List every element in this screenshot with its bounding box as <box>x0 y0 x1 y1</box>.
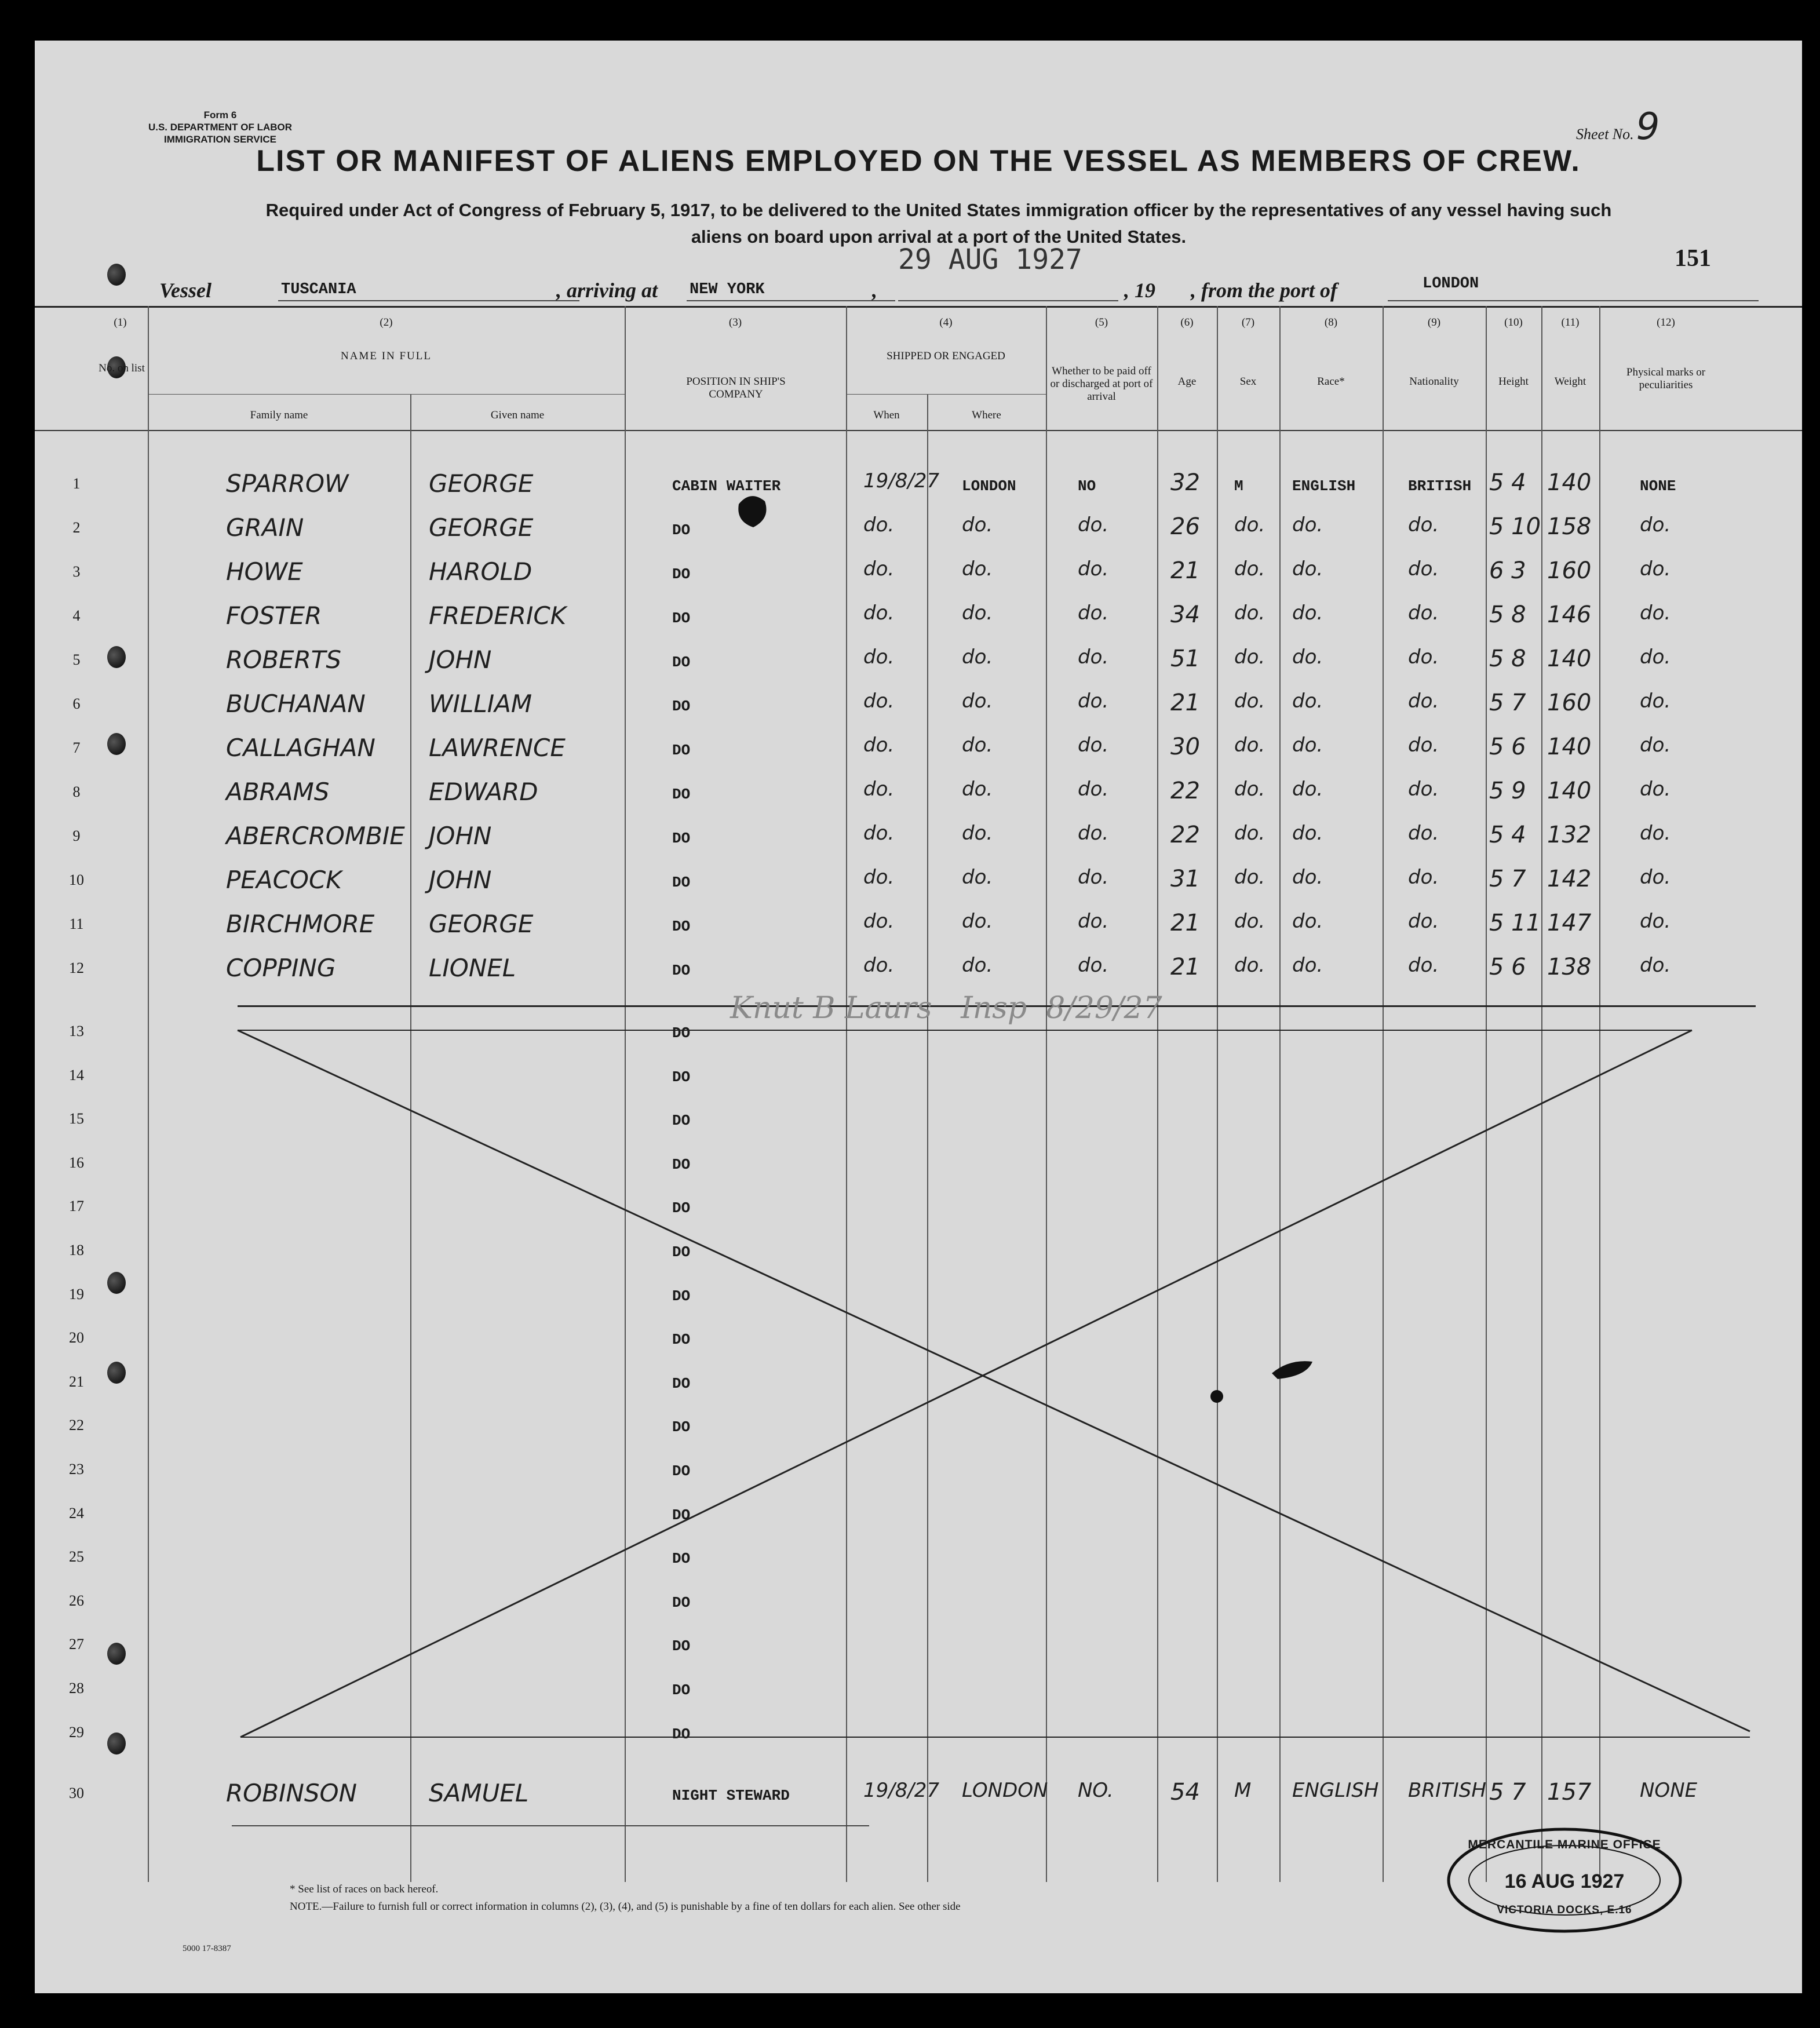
col-head-position: POSITION IN SHIP'S COMPANY <box>686 375 786 400</box>
subtitle-line-1: Required under Act of Congress of February 5, 1917, to be delivered to the United States immigration officer by the representatives of any vessel having such <box>265 200 1612 220</box>
cell-family: FOSTER <box>226 601 322 630</box>
cell-weight: 140 <box>1547 469 1592 496</box>
cell-when: do. <box>863 645 895 669</box>
mercantile-marine-office-stamp <box>1443 1825 1686 1935</box>
cell-position: DO <box>672 1068 691 1086</box>
row-number: 27 <box>69 1636 84 1653</box>
arriving-port: NEW YORK <box>690 281 765 298</box>
cell-position: DO <box>672 566 691 583</box>
col-head-when: When <box>873 409 900 421</box>
row-number: 30 <box>69 1785 84 1801</box>
cell-when: do. <box>863 734 895 757</box>
cell-marks: do. <box>1640 734 1671 757</box>
cell-marks: do. <box>1640 645 1671 669</box>
cell-family: PEACOCK <box>226 866 342 894</box>
cell-race: ENGLISH <box>1292 1779 1379 1802</box>
cell-given: FREDERICK <box>429 601 567 630</box>
col-num-10: (10) <box>1504 316 1523 329</box>
cell-race: ENGLISH <box>1292 477 1356 495</box>
cell-nat: do. <box>1408 557 1439 581</box>
stamp-date: 16 AUG 1927 <box>1504 1870 1625 1892</box>
year-label: , 19 <box>1124 279 1155 302</box>
cell-height: 6 3 <box>1489 557 1526 584</box>
cell-family: ABERCROMBIE <box>226 822 405 850</box>
cell-height: 5 7 <box>1489 1779 1526 1805</box>
row-number: 9 <box>72 827 81 844</box>
cell-height: 5 8 <box>1489 601 1526 628</box>
cell-position: DO <box>672 1331 691 1349</box>
cell-position: DO <box>672 1682 691 1699</box>
row-number: 1 <box>72 475 81 492</box>
cell-position: DO <box>672 786 691 803</box>
manifest-sheet <box>35 41 1802 1993</box>
cell-when: do. <box>863 557 895 581</box>
row-number: 16 <box>69 1154 84 1171</box>
col-num-12: (12) <box>1657 316 1675 329</box>
cell-age: 21 <box>1170 954 1200 980</box>
col-num-11: (11) <box>1561 316 1580 329</box>
cell-height: 5 10 <box>1489 513 1541 540</box>
cell-weight: 147 <box>1547 910 1592 936</box>
cell-position: DO <box>672 1550 691 1568</box>
row-number: 5 <box>72 651 81 668</box>
col-num-7: (7) <box>1241 316 1255 329</box>
cell-family: ROBERTS <box>226 645 342 674</box>
cell-age: 21 <box>1170 910 1200 936</box>
col-head-height: Height <box>1498 375 1529 388</box>
cell-sex: do. <box>1234 778 1265 801</box>
cell-position: DO <box>672 1462 691 1480</box>
page-number: 151 <box>1675 245 1711 272</box>
cell-family: SPARROW <box>226 469 349 498</box>
row-number: 26 <box>69 1592 84 1609</box>
page-title: LIST OR MANIFEST OF ALIENS EMPLOYED ON THE VESSEL AS MEMBERS OF CREW. <box>256 144 1581 178</box>
cell-given: JOHN <box>429 822 492 850</box>
cell-nat: do. <box>1408 954 1439 977</box>
cell-marks: do. <box>1640 557 1671 581</box>
cell-position: DO <box>672 1024 691 1042</box>
cell-nat: do. <box>1408 690 1439 713</box>
col-num-8: (8) <box>1324 316 1338 329</box>
cell-marks: do. <box>1640 690 1671 713</box>
cell-when: do. <box>863 866 895 889</box>
cell-paid: NO <box>1078 477 1096 495</box>
cell-position: DO <box>672 918 691 935</box>
cell-age: 54 <box>1170 1779 1200 1805</box>
cell-weight: 157 <box>1547 1779 1592 1805</box>
cell-weight: 142 <box>1547 866 1592 892</box>
row-number: 23 <box>69 1461 84 1478</box>
cell-given: GEORGE <box>429 513 534 542</box>
cell-sex: do. <box>1234 690 1265 713</box>
cell-family: GRAIN <box>226 513 304 542</box>
cell-position: DO <box>672 1418 691 1436</box>
cell-family: ABRAMS <box>226 778 330 806</box>
cell-race: do. <box>1292 645 1323 669</box>
footnote-races: * See list of races on back hereof. <box>290 1883 439 1895</box>
cell-given: LIONEL <box>429 954 516 982</box>
col-head-paid-off: Whether to be paid off or discharged at port of arrival <box>1050 365 1153 403</box>
cell-paid: do. <box>1078 513 1109 537</box>
cell-position: DO <box>672 1287 691 1305</box>
cell-family: COPPING <box>226 954 336 982</box>
cell-nat: BRITISH <box>1408 1779 1486 1802</box>
row-number: 15 <box>69 1110 84 1128</box>
row-number: 14 <box>69 1066 84 1084</box>
cell-marks: do. <box>1640 601 1671 625</box>
col-head-nationality: Nationality <box>1409 375 1459 388</box>
print-code: 5000 17-8387 <box>183 1944 231 1953</box>
row-number: 13 <box>69 1023 84 1039</box>
cell-where: do. <box>962 513 993 537</box>
footnote-penalty: NOTE.—Failure to furnish full or correct information in columns (2), (3), (4), and (5) is punishable by a fine of ten dollars for each alien. See other side <box>290 1901 961 1913</box>
cell-where: do. <box>962 822 993 845</box>
cell-given: GEORGE <box>429 469 534 498</box>
cell-marks: do. <box>1640 954 1671 977</box>
col-head-name: NAME IN FULL <box>341 350 432 362</box>
cell-sex: do. <box>1234 645 1265 669</box>
cell-position: DO <box>672 1112 691 1130</box>
cell-sex: do. <box>1234 734 1265 757</box>
cell-height: 5 4 <box>1489 822 1526 848</box>
row-number: 24 <box>69 1504 84 1522</box>
cell-position: DO <box>672 1374 691 1392</box>
cell-where: do. <box>962 910 993 933</box>
cell-when: do. <box>863 513 895 537</box>
cell-nat: do. <box>1408 513 1439 537</box>
cell-when: do. <box>863 601 895 625</box>
cell-family: ROBINSON <box>226 1779 357 1807</box>
col-head-race: Race* <box>1317 375 1345 388</box>
cell-sex: M <box>1234 477 1243 495</box>
cell-family: HOWE <box>226 557 303 586</box>
cell-sex: do. <box>1234 513 1265 537</box>
cell-marks: do. <box>1640 822 1671 845</box>
cell-race: do. <box>1292 513 1323 537</box>
col-num-1: (1) <box>114 316 127 329</box>
cell-height: 5 8 <box>1489 645 1526 672</box>
cell-marks: do. <box>1640 513 1671 537</box>
row-number: 3 <box>72 563 81 580</box>
cell-height: 5 11 <box>1489 910 1541 936</box>
col-head-weight: Weight <box>1554 375 1586 388</box>
cell-given: GEORGE <box>429 910 534 938</box>
cell-sex: do. <box>1234 822 1265 845</box>
cell-position: DO <box>672 830 691 847</box>
cell-where: do. <box>962 954 993 977</box>
cell-when: do. <box>863 690 895 713</box>
cell-sex: do. <box>1234 954 1265 977</box>
cell-family: BUCHANAN <box>226 690 366 718</box>
service-name: IMMIGRATION SERVICE <box>164 134 276 145</box>
cell-weight: 160 <box>1547 557 1592 584</box>
sheet-number-value: 9 <box>1636 105 1660 148</box>
cell-paid: do. <box>1078 866 1109 889</box>
col-num-4: (4) <box>939 316 953 329</box>
row-number: 19 <box>69 1285 84 1303</box>
col-head-given: Given name <box>490 409 545 421</box>
vessel-label: Vessel <box>159 279 211 302</box>
cell-age: 21 <box>1170 690 1200 716</box>
col-num-6: (6) <box>1180 316 1194 329</box>
row-number: 28 <box>69 1680 84 1697</box>
cell-height: 5 6 <box>1489 954 1526 980</box>
cell-position: DO <box>672 1725 691 1743</box>
cell-position: DO <box>672 1593 691 1611</box>
cell-sex: do. <box>1234 557 1265 581</box>
cell-weight: 138 <box>1547 954 1592 980</box>
cell-position: DO <box>672 874 691 891</box>
cell-height: 5 7 <box>1489 866 1526 892</box>
col-num-2: (2) <box>380 316 393 329</box>
cell-race: do. <box>1292 954 1323 977</box>
form-number: Form 6 <box>203 110 237 121</box>
cell-nat: do. <box>1408 866 1439 889</box>
cell-paid: do. <box>1078 822 1109 845</box>
stamp-location: VICTORIA DOCKS, E.16 <box>1497 1904 1632 1916</box>
cell-race: do. <box>1292 866 1323 889</box>
department-name: U.S. DEPARTMENT OF LABOR <box>148 122 293 133</box>
cell-given: SAMUEL <box>429 1779 529 1807</box>
cell-nat: do. <box>1408 734 1439 757</box>
cell-position: NIGHT STEWARD <box>672 1787 790 1804</box>
col-head-marks: Physical marks or peculiarities <box>1626 366 1706 391</box>
cell-position: DO <box>672 521 691 539</box>
cell-when: do. <box>863 910 895 933</box>
row-number: 20 <box>69 1329 84 1347</box>
cell-position: DO <box>672 742 691 759</box>
cell-given: LAWRENCE <box>429 734 566 762</box>
cell-age: 51 <box>1170 645 1200 672</box>
cell-where: LONDON <box>962 1779 1048 1802</box>
cell-paid: do. <box>1078 734 1109 757</box>
cell-given: JOHN <box>429 866 492 894</box>
cell-weight: 140 <box>1547 778 1592 804</box>
cell-paid: do. <box>1078 645 1109 669</box>
cell-when: do. <box>863 954 895 977</box>
cell-where: do. <box>962 601 993 625</box>
from-port: LONDON <box>1423 275 1479 293</box>
cell-nat: do. <box>1408 645 1439 669</box>
cell-where: do. <box>962 734 993 757</box>
cell-given: JOHN <box>429 645 492 674</box>
cell-position: DO <box>672 698 691 715</box>
cell-family: CALLAGHAN <box>226 734 375 762</box>
final-row-rule <box>232 1825 869 1826</box>
cell-position: DO <box>672 962 691 979</box>
row-number: 21 <box>69 1373 84 1390</box>
cell-age: 22 <box>1170 822 1200 848</box>
cell-marks: NONE <box>1640 1779 1698 1802</box>
arriving-comma: , <box>872 279 877 302</box>
cell-marks: do. <box>1640 866 1671 889</box>
row-number: 22 <box>69 1417 84 1434</box>
row-number: 6 <box>72 695 81 712</box>
cell-weight: 160 <box>1547 690 1592 716</box>
col-num-9: (9) <box>1427 316 1441 329</box>
subtitle-line-2: aliens on board upon arrival at a port of the United States. <box>691 227 1187 247</box>
cell-paid: do. <box>1078 557 1109 581</box>
cell-paid: do. <box>1078 690 1109 713</box>
cell-nat: do. <box>1408 778 1439 801</box>
sheet-number-label: Sheet No. <box>1576 126 1634 143</box>
cell-weight: 158 <box>1547 513 1592 540</box>
col-head-sex: Sex <box>1239 375 1257 388</box>
arrival-date-stamp: 29 AUG 1927 <box>898 243 1082 276</box>
cell-race: do. <box>1292 601 1323 625</box>
cell-where: do. <box>962 866 993 889</box>
cell-age: 26 <box>1170 513 1200 540</box>
cell-sex: do. <box>1234 910 1265 933</box>
cell-race: do. <box>1292 690 1323 713</box>
col-head-family: Family name <box>250 409 308 421</box>
cell-sex: do. <box>1234 601 1265 625</box>
cell-height: 5 6 <box>1489 734 1526 760</box>
cell-where: do. <box>962 557 993 581</box>
cell-age: 34 <box>1170 601 1200 628</box>
col-head-shipped: SHIPPED OR ENGAGED <box>887 350 1005 362</box>
cell-family: BIRCHMORE <box>226 910 375 938</box>
cell-height: 5 7 <box>1489 690 1526 716</box>
col-num-3: (3) <box>728 316 742 329</box>
row-number: 17 <box>69 1198 84 1215</box>
cell-age: 22 <box>1170 778 1200 804</box>
col-num-5: (5) <box>1095 316 1108 329</box>
cell-position: DO <box>672 1155 691 1173</box>
from-port-label: , from the port of <box>1191 279 1338 302</box>
cell-position: DO <box>672 1506 691 1524</box>
cell-position: DO <box>672 1243 691 1261</box>
cell-weight: 140 <box>1547 734 1592 760</box>
cell-sex: M <box>1234 1779 1252 1802</box>
cell-age: 30 <box>1170 734 1200 760</box>
faint-signature: Knut B Laurs Insp 8/29/27 <box>730 991 1162 1026</box>
cell-paid: NO. <box>1078 1779 1114 1802</box>
cell-height: 5 4 <box>1489 469 1526 496</box>
cell-position: CABIN WAITER <box>672 477 781 495</box>
cell-race: do. <box>1292 778 1323 801</box>
row-number: 2 <box>72 519 81 536</box>
row-number: 12 <box>69 960 84 976</box>
cell-marks: do. <box>1640 778 1671 801</box>
cell-where: do. <box>962 645 993 669</box>
cell-position: DO <box>672 654 691 671</box>
row-number: 11 <box>69 915 84 932</box>
stamp-office: MERCANTILE MARINE OFFICE <box>1468 1838 1661 1851</box>
row-number: 8 <box>72 783 81 800</box>
cell-position: DO <box>672 1637 691 1655</box>
cell-paid: do. <box>1078 601 1109 625</box>
cell-where: LONDON <box>962 477 1016 495</box>
cell-race: do. <box>1292 910 1323 933</box>
cell-height: 5 9 <box>1489 778 1526 804</box>
cell-marks: do. <box>1640 910 1671 933</box>
cell-sex: do. <box>1234 866 1265 889</box>
col-head-age: Age <box>1177 375 1197 388</box>
cell-marks: NONE <box>1640 477 1676 495</box>
cell-race: do. <box>1292 557 1323 581</box>
cell-position: DO <box>672 1199 691 1217</box>
cell-paid: do. <box>1078 778 1109 801</box>
cell-paid: do. <box>1078 910 1109 933</box>
row-number: 29 <box>69 1723 84 1741</box>
row-number: 4 <box>72 607 81 624</box>
cell-nat: do. <box>1408 601 1439 625</box>
cell-nat: do. <box>1408 822 1439 845</box>
row-number: 10 <box>69 871 84 888</box>
row-number: 7 <box>72 739 81 756</box>
cell-nat: do. <box>1408 910 1439 933</box>
row-number: 18 <box>69 1242 84 1259</box>
cell-age: 31 <box>1170 866 1200 892</box>
col-head-where: Where <box>972 409 1001 421</box>
vessel-name: TUSCANIA <box>281 281 356 298</box>
cell-where: do. <box>962 690 993 713</box>
col-head-no: No. on list <box>99 362 145 374</box>
cell-when: 19/8/27 <box>863 1779 940 1802</box>
cell-race: do. <box>1292 822 1323 845</box>
cell-age: 21 <box>1170 557 1200 584</box>
cell-when: do. <box>863 822 895 845</box>
cell-where: do. <box>962 778 993 801</box>
cell-paid: do. <box>1078 954 1109 977</box>
arriving-label: , arriving at <box>556 279 658 302</box>
cell-given: WILLIAM <box>429 690 532 718</box>
cell-when: 19/8/27 <box>863 469 940 493</box>
cell-given: EDWARD <box>429 778 538 806</box>
row-number: 25 <box>69 1548 84 1566</box>
cell-position: DO <box>672 610 691 627</box>
cell-weight: 140 <box>1547 645 1592 672</box>
cell-age: 32 <box>1170 469 1200 496</box>
cell-weight: 132 <box>1547 822 1592 848</box>
cell-race: do. <box>1292 734 1323 757</box>
cell-when: do. <box>863 778 895 801</box>
cell-given: HAROLD <box>429 557 532 586</box>
cell-nat: BRITISH <box>1408 477 1472 495</box>
cell-weight: 146 <box>1547 601 1592 628</box>
